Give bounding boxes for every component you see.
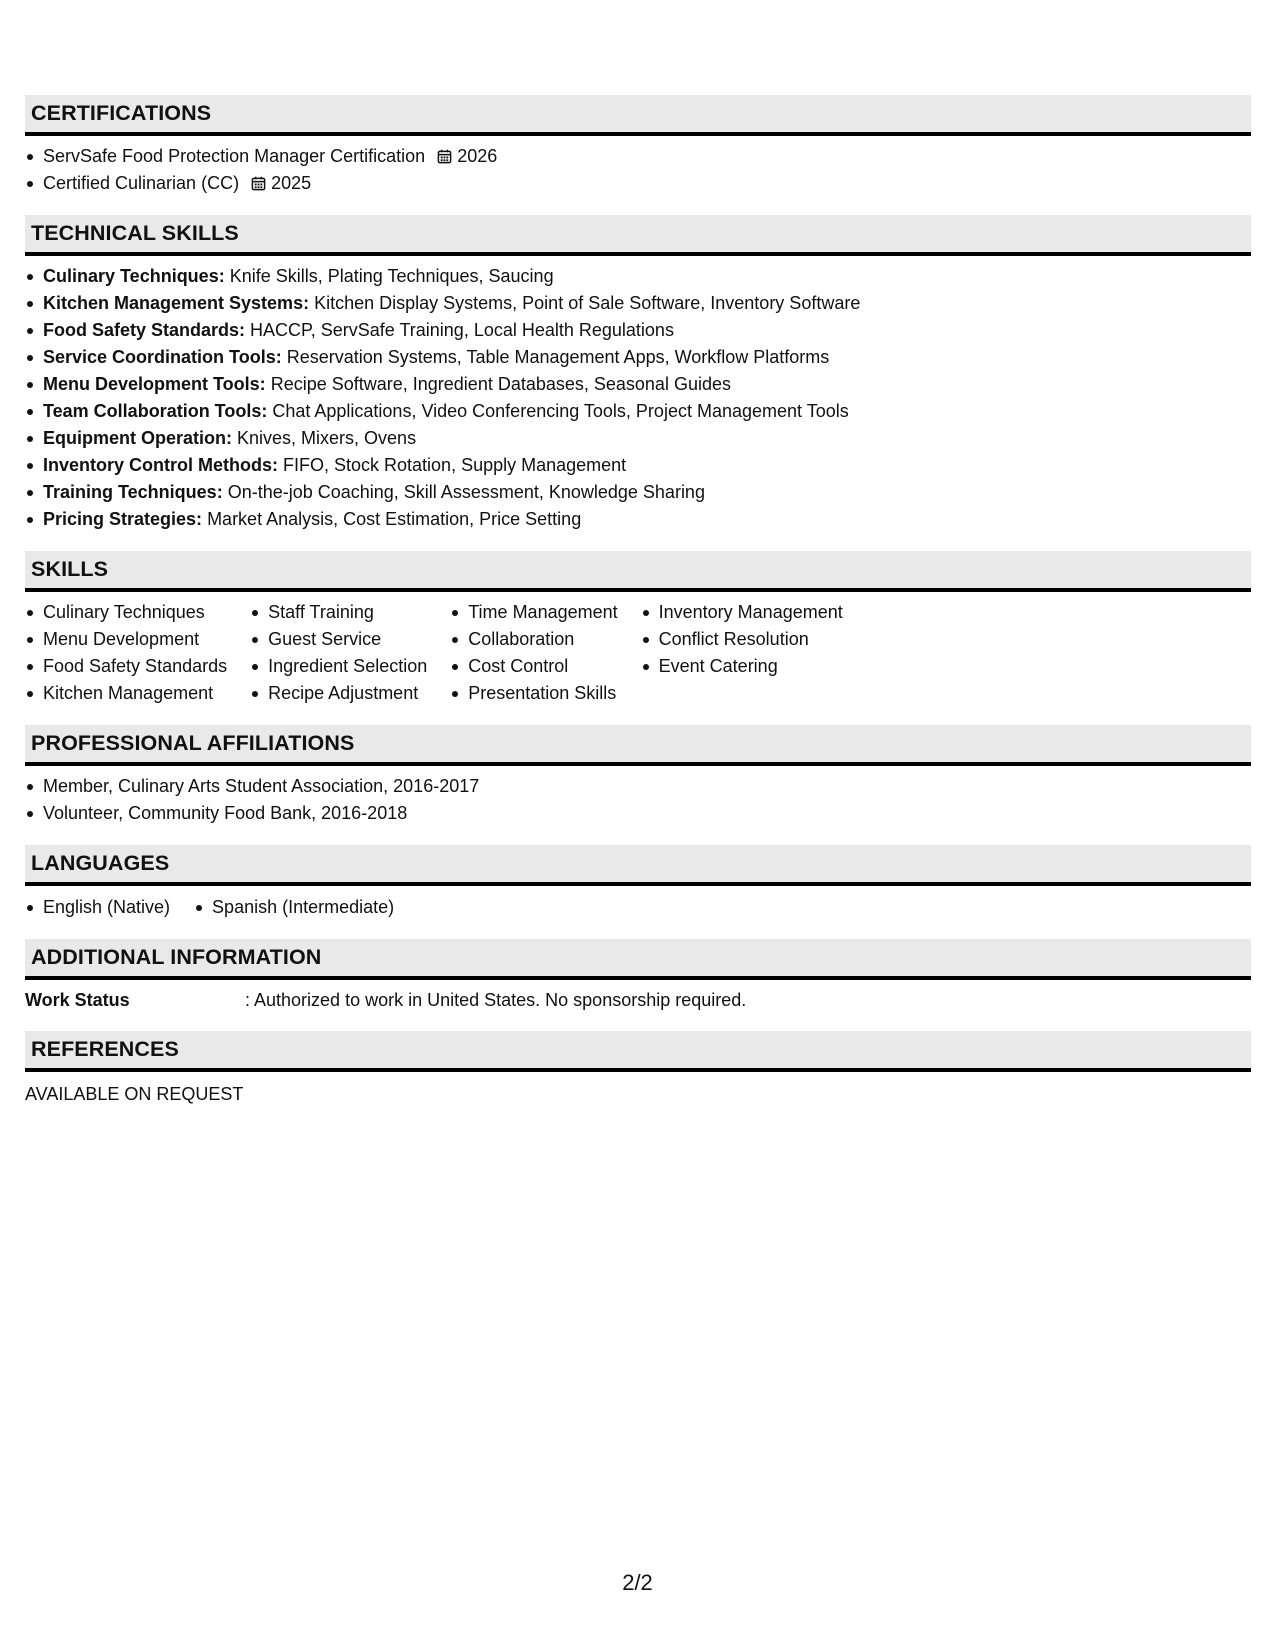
skills-grid [25,592,1251,707]
work-status-label: Work Status [25,990,130,1010]
technical-skill-value: Reservation Systems, Table Management Apps, Workflow Platforms [286,347,830,367]
skill-item: Guest Service [250,626,427,653]
technical-skills-list [25,256,1251,533]
technical-skill-item [25,263,1251,290]
certification-name: ServSafe Food Protection Manager Certification [43,146,426,166]
technical-skill-label: Culinary Techniques: [43,266,225,286]
skill-item: Culinary Techniques [25,599,227,626]
technical-skill-label: Menu Development Tools: [43,374,266,394]
certifications-list [25,136,1251,197]
technical-skill-item [25,479,1251,506]
skills-heading: SKILLS [25,551,1251,592]
technical-skill-value: On-the-job Coaching, Skill Assessment, Knowledge Sharing [227,482,705,502]
skill-item: Menu Development [25,626,227,653]
language-item: English (Native) [25,894,170,921]
skill-item: Food Safety Standards [25,653,227,680]
affiliation-item: Member, Culinary Arts Student Association, 2016-2017 [25,773,1251,800]
work-status-row [25,980,1251,1013]
skill-item: Recipe Adjustment [250,680,427,707]
language-item: Spanish (Intermediate) [194,894,394,921]
page-number: 2/2 [622,1570,653,1595]
skill-item: Kitchen Management [25,680,227,707]
technical-skill-value: Kitchen Display Systems, Point of Sale Software, Inventory Software [314,293,861,313]
technical-skill-label: Pricing Strategies: [43,509,203,529]
calendar-icon [437,149,452,164]
additional-information-section [25,939,1251,1013]
technical-skill-label: Food Safety Standards: [43,320,246,340]
skills-section [25,551,1251,707]
technical-skill-value: HACCP, ServSafe Training, Local Health Regulations [250,320,674,340]
technical-skill-item [25,344,1251,371]
affiliation-item: Volunteer, Community Food Bank, 2016-2018 [25,800,1251,827]
technical-skills-heading: TECHNICAL SKILLS [25,215,1251,256]
certification-name: Certified Culinarian (CC) [43,173,240,193]
affiliations-list [25,766,1251,827]
references-text: AVAILABLE ON REQUEST [25,1084,244,1104]
technical-skills-section [25,215,1251,533]
technical-skill-item [25,506,1251,533]
technical-skill-label: Equipment Operation: [43,428,232,448]
technical-skill-value: Market Analysis, Cost Estimation, Price Setting [207,509,582,529]
languages-list [25,886,1251,921]
certification-year: 2025 [271,173,312,193]
technical-skill-item [25,317,1251,344]
technical-skill-item [25,290,1251,317]
technical-skill-label: Team Collaboration Tools: [43,401,268,421]
additional-information-heading: ADDITIONAL INFORMATION [25,939,1251,980]
technical-skill-label: Training Techniques: [43,482,223,502]
technical-skill-label: Kitchen Management Systems: [43,293,310,313]
skills-column [25,599,227,707]
skill-item: Time Management [450,599,617,626]
technical-skill-item [25,398,1251,425]
technical-skill-label: Service Coordination Tools: [43,347,282,367]
technical-skill-item [25,425,1251,452]
skill-item: Cost Control [450,653,617,680]
calendar-icon [251,176,266,191]
technical-skill-value: Chat Applications, Video Conferencing Tools, Project Management Tools [272,401,849,421]
skill-item: Collaboration [450,626,617,653]
skills-column [250,599,427,707]
technical-skill-value: Recipe Software, Ingredient Databases, Seasonal Guides [270,374,731,394]
affiliations-section [25,725,1251,827]
technical-skill-value: Knives, Mixers, Ovens [237,428,417,448]
affiliations-heading: PROFESSIONAL AFFILIATIONS [25,725,1251,766]
certifications-heading: CERTIFICATIONS [25,95,1251,136]
references-section [25,1031,1251,1107]
skills-column [450,599,617,707]
references-heading: REFERENCES [25,1031,1251,1072]
certification-year: 2026 [457,146,498,166]
languages-heading: LANGUAGES [25,845,1251,886]
certifications-section [25,95,1251,197]
skill-item: Event Catering [641,653,843,680]
technical-skill-label: Inventory Control Methods: [43,455,278,475]
skill-item: Conflict Resolution [641,626,843,653]
technical-skill-value: FIFO, Stock Rotation, Supply Management [283,455,627,475]
skill-item: Staff Training [250,599,427,626]
skill-item: Ingredient Selection [250,653,427,680]
technical-skill-item [25,371,1251,398]
resume-page [25,95,1251,1125]
work-status-value: : Authorized to work in United States. No sponsorship required. [245,990,747,1010]
certification-item [25,170,1251,197]
certification-item [25,143,1251,170]
skill-item: Presentation Skills [450,680,617,707]
languages-section [25,845,1251,921]
technical-skill-value: Knife Skills, Plating Techniques, Saucing [229,266,554,286]
skill-item: Inventory Management [641,599,843,626]
skills-column [641,599,843,707]
technical-skill-item [25,452,1251,479]
